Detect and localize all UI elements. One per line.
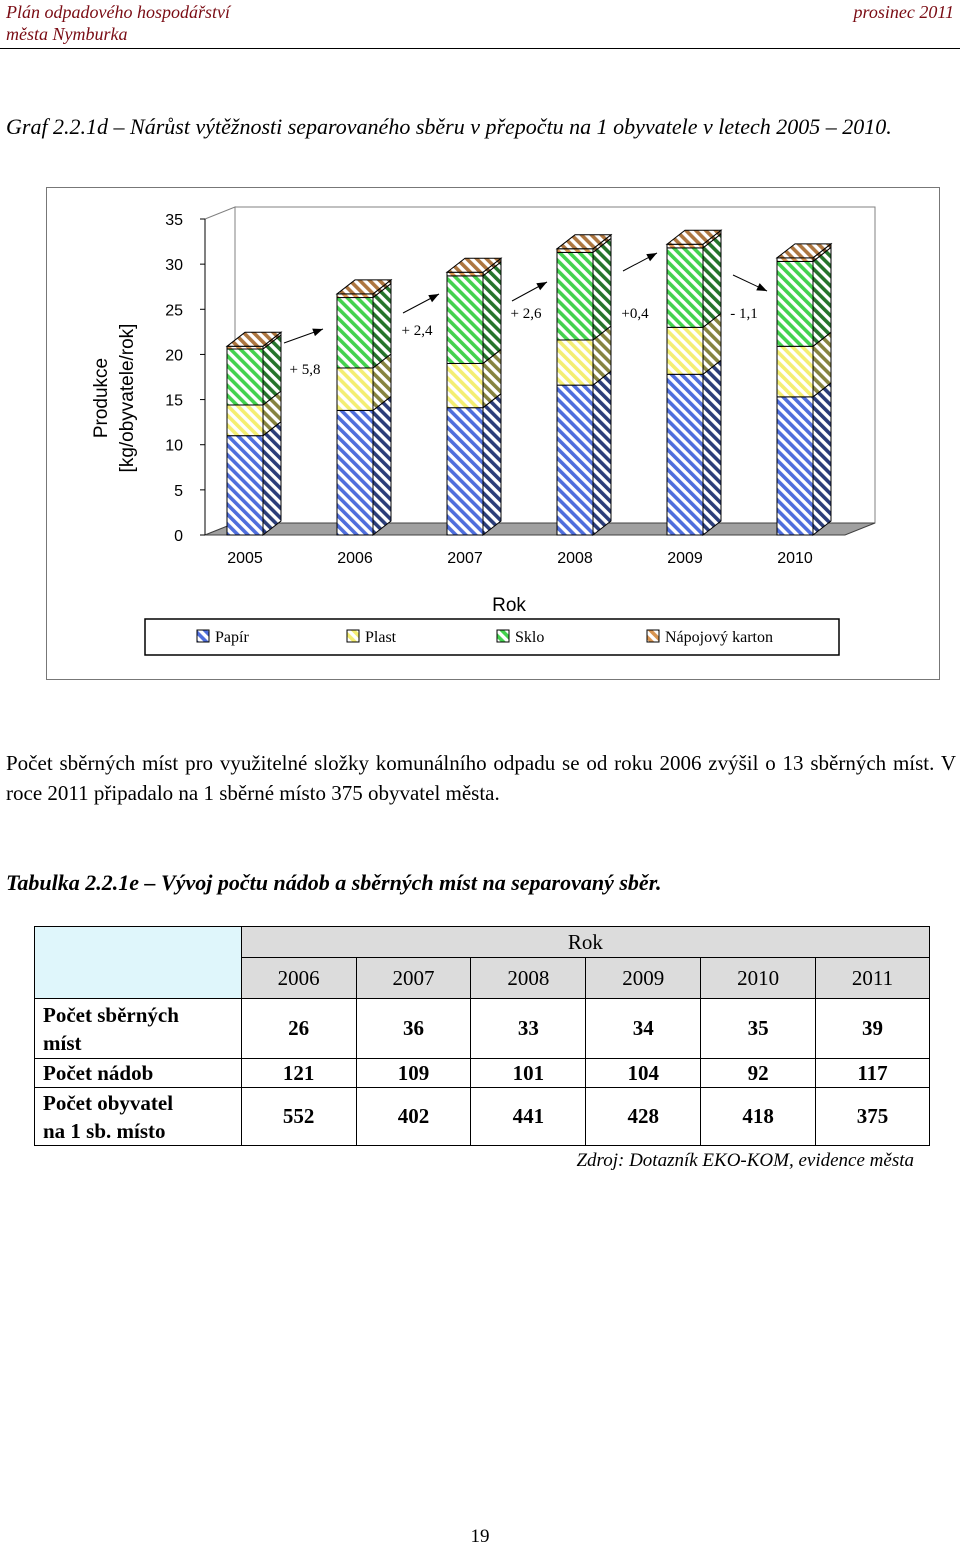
bar-segment-side bbox=[813, 383, 831, 535]
table-cell: 33 bbox=[471, 999, 586, 1059]
table-cell: 34 bbox=[586, 999, 701, 1059]
table-row-label bbox=[35, 1088, 242, 1146]
bar-segment-front bbox=[337, 298, 373, 368]
x-tick-label: 2009 bbox=[667, 550, 703, 567]
legend-label: Plast bbox=[365, 629, 397, 646]
bar-segment-side bbox=[483, 262, 501, 364]
table-header-row-group bbox=[35, 927, 930, 958]
table-cell: 109 bbox=[356, 1059, 471, 1088]
y-tick-label: 20 bbox=[165, 347, 183, 365]
header-left bbox=[6, 1, 230, 45]
table-cell: 104 bbox=[586, 1059, 701, 1088]
bar-segment-side bbox=[593, 371, 611, 535]
table-cell: 36 bbox=[356, 999, 471, 1059]
bar-segment-front bbox=[447, 272, 483, 276]
bar-segment-side bbox=[483, 394, 501, 535]
table-source: Zdroj: Dotazník EKO-KOM, evidence města bbox=[576, 1150, 914, 1171]
legend-swatch bbox=[347, 630, 359, 642]
table-year-header: 2008 bbox=[471, 958, 586, 999]
table-cell: 101 bbox=[471, 1059, 586, 1088]
header-date: prosinec 2011 bbox=[853, 2, 954, 22]
table-row bbox=[35, 999, 930, 1059]
bar-segment-front bbox=[667, 244, 703, 248]
y-tick-label: 10 bbox=[165, 437, 183, 455]
bar-segment-front bbox=[447, 408, 483, 535]
table-row-label bbox=[35, 999, 242, 1059]
y-tick-label: 5 bbox=[174, 482, 183, 500]
table-cell: 552 bbox=[241, 1088, 356, 1146]
table-cell: 418 bbox=[701, 1088, 816, 1146]
bar-segment-front bbox=[227, 436, 263, 535]
chart-floor bbox=[205, 523, 875, 535]
x-tick-label: 2006 bbox=[337, 550, 373, 567]
bar-segment-side bbox=[813, 247, 831, 346]
chart-container bbox=[46, 187, 940, 680]
body-paragraph: Počet sběrných míst pro využitelné složky komunálního odpadu se od roku 2006 zvýšil o 13 sběrných míst. V roce 2011 připadalo na 1 sběrné místo 375 obyvatel města. bbox=[6, 751, 956, 805]
x-tick-label: 2005 bbox=[227, 550, 263, 567]
legend-swatch bbox=[647, 630, 659, 642]
y-axis-label-line1: Produkce bbox=[91, 357, 112, 439]
bar-segment-front bbox=[777, 397, 813, 535]
table-cell: 402 bbox=[356, 1088, 471, 1146]
bar-segment-front bbox=[447, 363, 483, 407]
table-title: Tabulka 2.2.1e – Vývoj počtu nádob a sběrných míst na separovaný sběr. bbox=[6, 870, 662, 895]
increase-annotation: + 2,6 bbox=[510, 306, 542, 322]
bar-segment-front bbox=[667, 248, 703, 327]
table-year-header: 2009 bbox=[586, 958, 701, 999]
bar-segment-front bbox=[667, 374, 703, 535]
bar-segment-front bbox=[777, 346, 813, 397]
page-number: 19 bbox=[470, 1526, 490, 1547]
bar-segment-side bbox=[373, 284, 391, 368]
header-title-line1: Plán odpadového hospodářství bbox=[6, 2, 230, 22]
table-corner-cell bbox=[35, 927, 242, 999]
table-cell: 121 bbox=[241, 1059, 356, 1088]
increase-annotation: - 1,1 bbox=[730, 306, 758, 322]
table-cell: 35 bbox=[701, 999, 816, 1059]
increase-annotation: + 2,4 bbox=[401, 323, 433, 339]
bar-segment-front bbox=[667, 327, 703, 374]
x-tick-label: 2007 bbox=[447, 550, 483, 567]
table-year-header: 2010 bbox=[701, 958, 816, 999]
bar-segment-front bbox=[227, 349, 263, 405]
bar-segment-front bbox=[337, 410, 373, 535]
bar-segment-front bbox=[337, 368, 373, 410]
legend-label: Sklo bbox=[515, 629, 545, 646]
table-year-header: 2006 bbox=[241, 958, 356, 999]
bar-segment-side bbox=[703, 360, 721, 535]
bar-segment-front bbox=[557, 340, 593, 385]
bar-segment-front bbox=[337, 294, 373, 298]
table-row-label bbox=[35, 1059, 242, 1088]
legend-swatch bbox=[197, 630, 209, 642]
table-row bbox=[35, 1059, 930, 1088]
table-cell: 441 bbox=[471, 1088, 586, 1146]
y-tick-label: 0 bbox=[174, 528, 183, 545]
table-year-header: 2011 bbox=[816, 958, 930, 999]
bar-segment-side bbox=[373, 396, 391, 535]
table-cell: 375 bbox=[816, 1088, 930, 1146]
table-cell: 428 bbox=[586, 1088, 701, 1146]
y-tick-label: 25 bbox=[165, 302, 183, 320]
row-label-line2: míst bbox=[43, 1030, 82, 1055]
data-table bbox=[34, 926, 930, 1146]
bar-segment-front bbox=[557, 249, 593, 253]
increase-annotation: +0,4 bbox=[621, 306, 649, 322]
bar-segment-front bbox=[777, 258, 813, 262]
y-tick-label: 30 bbox=[165, 257, 183, 275]
table-row bbox=[35, 1088, 930, 1146]
table-cell: 92 bbox=[701, 1059, 816, 1088]
x-tick-label: 2008 bbox=[557, 550, 593, 567]
legend-label: Nápojový karton bbox=[665, 629, 773, 646]
header-title-line2: města Nymburka bbox=[6, 24, 128, 44]
graph-title: Graf 2.2.1d – Nárůst výtěžnosti separovaného sběru v přepočtu na 1 obyvatele v letech 2005 – 2010. bbox=[6, 114, 892, 139]
bar-segment-front bbox=[777, 261, 813, 346]
table-group-header: Rok bbox=[241, 927, 929, 958]
page-header bbox=[0, 0, 960, 49]
bar-segment-side bbox=[263, 422, 281, 535]
bar-segment-front bbox=[557, 252, 593, 340]
table-cell: 117 bbox=[816, 1059, 930, 1088]
legend-label: Papír bbox=[215, 629, 249, 646]
bar-segment-front bbox=[557, 385, 593, 535]
y-tick-label: 35 bbox=[165, 212, 183, 229]
bar-segment-front bbox=[447, 276, 483, 364]
bar-segment-front bbox=[227, 405, 263, 436]
row-label-line1: Počet nádob bbox=[43, 1061, 154, 1085]
bar-segment-side bbox=[593, 238, 611, 340]
table-cell: 39 bbox=[816, 999, 930, 1059]
bar-segment-side bbox=[703, 234, 721, 327]
x-tick-label: 2010 bbox=[777, 550, 813, 567]
row-label-line1: Počet sběrných bbox=[43, 1002, 179, 1027]
stacked-bar-chart bbox=[47, 188, 941, 681]
y-axis-label-line2: [kg/obyvatele/rok] bbox=[117, 323, 138, 473]
y-tick-label: 15 bbox=[165, 392, 183, 410]
legend-swatch bbox=[497, 630, 509, 642]
increase-annotation: + 5,8 bbox=[289, 362, 321, 378]
table-year-header: 2007 bbox=[356, 958, 471, 999]
table-cell: 26 bbox=[241, 999, 356, 1059]
x-axis-label: Rok bbox=[492, 595, 526, 616]
row-label-line2: na 1 sb. místo bbox=[43, 1118, 166, 1143]
row-label-line1: Počet obyvatel bbox=[43, 1090, 174, 1115]
